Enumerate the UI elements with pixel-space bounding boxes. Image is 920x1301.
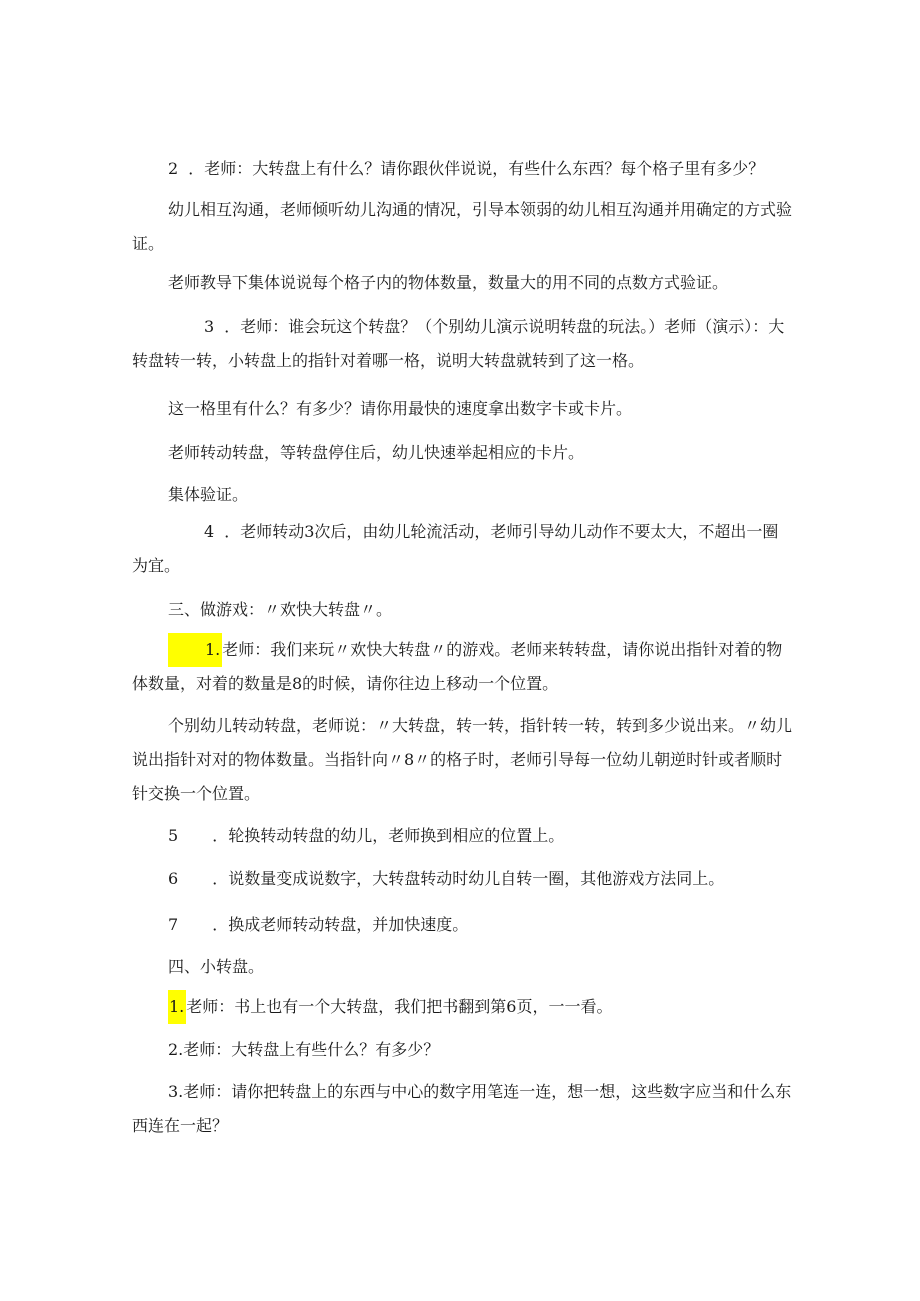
paragraph-text: 老师：书上也有一个大转盘，我们把书翻到第6页，一一看。 <box>186 997 613 1016</box>
paragraph-text: 老师教导下集体说说每个格子内的物体数量，数量大的用不同的点数方式验证。 <box>168 273 729 292</box>
paragraph-item-4 <box>132 515 792 583</box>
paragraph-item-2b <box>132 1033 828 1067</box>
paragraph-text: 个别幼儿转动转盘，老师说：〃大转盘，转一转，指针转一转，转到多少说出来。〃幼儿说出指针对对的物体数量。当指针向〃8〃的格子时，老师引导每一位幼儿朝逆时针或者顺时针交换一个位置。 <box>132 716 793 803</box>
paragraph <box>132 436 828 470</box>
item-number: 2 <box>168 159 179 178</box>
paragraph <box>132 266 828 300</box>
paragraph-text: ．轮换转动转盘的幼儿，老师换到相应的位置上。 <box>212 826 565 845</box>
paragraph-text: 集体验证。 <box>168 485 249 504</box>
paragraph-item-7 <box>132 908 828 942</box>
section-heading <box>132 593 828 627</box>
paragraph-text: ．说数量变成说数字，大转盘转动时幼儿自转一圈，其他游戏方法同上。 <box>212 869 725 888</box>
paragraph-text: ．老师：谁会玩这个转盘？（个别幼儿演示说明转盘的玩法。）老师（演示）：大转盘转一转，小转盘上的指针对着哪一格，说明大转盘就转到了这一格。 <box>132 317 785 370</box>
paragraph <box>132 478 828 512</box>
heading-text: 四、小转盘。 <box>168 957 265 976</box>
section-heading <box>132 950 828 984</box>
paragraph <box>132 392 828 426</box>
heading-text: 三、做游戏：〃欢快大转盘〃。 <box>168 600 393 619</box>
item-number: 5 <box>168 826 179 845</box>
paragraph-item-3 <box>132 310 792 378</box>
paragraph-item-3b <box>132 1075 792 1143</box>
paragraph-item-6 <box>132 862 828 896</box>
highlighted-number: 1. <box>168 990 186 1024</box>
paragraph-item-1 <box>132 633 792 701</box>
paragraph-text: ．老师：大转盘上有什么？请你跟伙伴说说，有些什么东西？每个格子里有多少？ <box>188 159 765 178</box>
item-number: 7 <box>168 915 179 934</box>
paragraph-text: 幼儿相互沟通，老师倾听幼儿沟通的情况，引导本领弱的幼儿相互沟通并用确定的方式验证。 <box>132 200 793 253</box>
paragraph-item-2 <box>132 152 828 186</box>
paragraph <box>132 193 792 261</box>
item-number: 3 <box>204 317 215 336</box>
item-number: 6 <box>168 869 179 888</box>
paragraph-text: ．换成老师转动转盘，并加快速度。 <box>212 915 469 934</box>
paragraph-item-5 <box>132 819 828 853</box>
paragraph-text: 老师：我们来玩〃欢快大转盘〃的游戏。老师来转转盘，请你说出指针对着的物体数量，对着的数量是8的时候，请你往边上移动一个位置。 <box>132 640 783 693</box>
paragraph-text: 2.老师：大转盘上有些什么？有多少？ <box>168 1040 440 1059</box>
item-number: 4 <box>204 522 215 541</box>
paragraph-text: 3.老师：请你把转盘上的东西与中心的数字用笔连一连，想一想，这些数字应当和什么东西连在一起？ <box>132 1082 792 1135</box>
paragraph-text: 这一格里有什么？有多少？请你用最快的速度拿出数字卡或卡片。 <box>168 399 633 418</box>
paragraph-item-1b <box>132 990 828 1024</box>
highlighted-number: 1. <box>168 633 222 667</box>
paragraph-text: 老师转动转盘，等转盘停住后，幼儿快速举起相应的卡片。 <box>168 443 585 462</box>
paragraph-text: ．老师转动3次后，由幼儿轮流活动，老师引导幼儿动作不要太大，不超出一圈为宜。 <box>132 522 779 575</box>
paragraph <box>132 709 792 811</box>
